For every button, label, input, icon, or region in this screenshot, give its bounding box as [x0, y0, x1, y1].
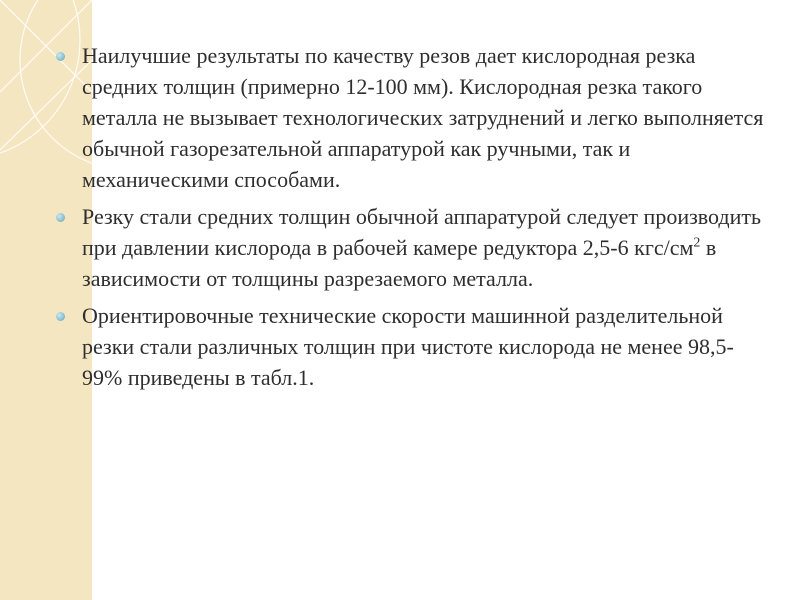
bullet-text-1: Наилучшие результаты по качеству резов дает кислородная резка средних толщин (примерно 12-100 мм). Кислородная резка такого металла не вызывает технологических затруднений и легко выполняется обычной газорезательной аппаратурой как ручными, так и механическими способами.	[82, 43, 764, 192]
bullet-item-3	[52, 300, 772, 393]
bullet-text-2-before: Резку стали средних толщин обычной аппаратурой следует производить при давлении кислорода в рабочей камере редуктора 2,5-6 кгс/см	[82, 204, 762, 260]
bullet-dot-icon	[56, 213, 65, 222]
slide-content	[52, 40, 772, 399]
bullet-dot-icon	[56, 52, 65, 61]
bullet-text-2-after: в зависимости от толщины разрезаемого металла.	[82, 235, 717, 291]
bullet-list	[52, 40, 772, 393]
bullet-dot-icon	[56, 312, 65, 321]
bullet-item-1	[52, 40, 772, 195]
bullet-item-2	[52, 201, 772, 294]
superscript-2: 2	[693, 235, 701, 251]
bullet-text-3: Ориентировочные технические скорости машинной разделительной резки стали различных толщин при чистоте кислорода не менее 98,5-99% приведены в табл.1.	[82, 303, 734, 390]
